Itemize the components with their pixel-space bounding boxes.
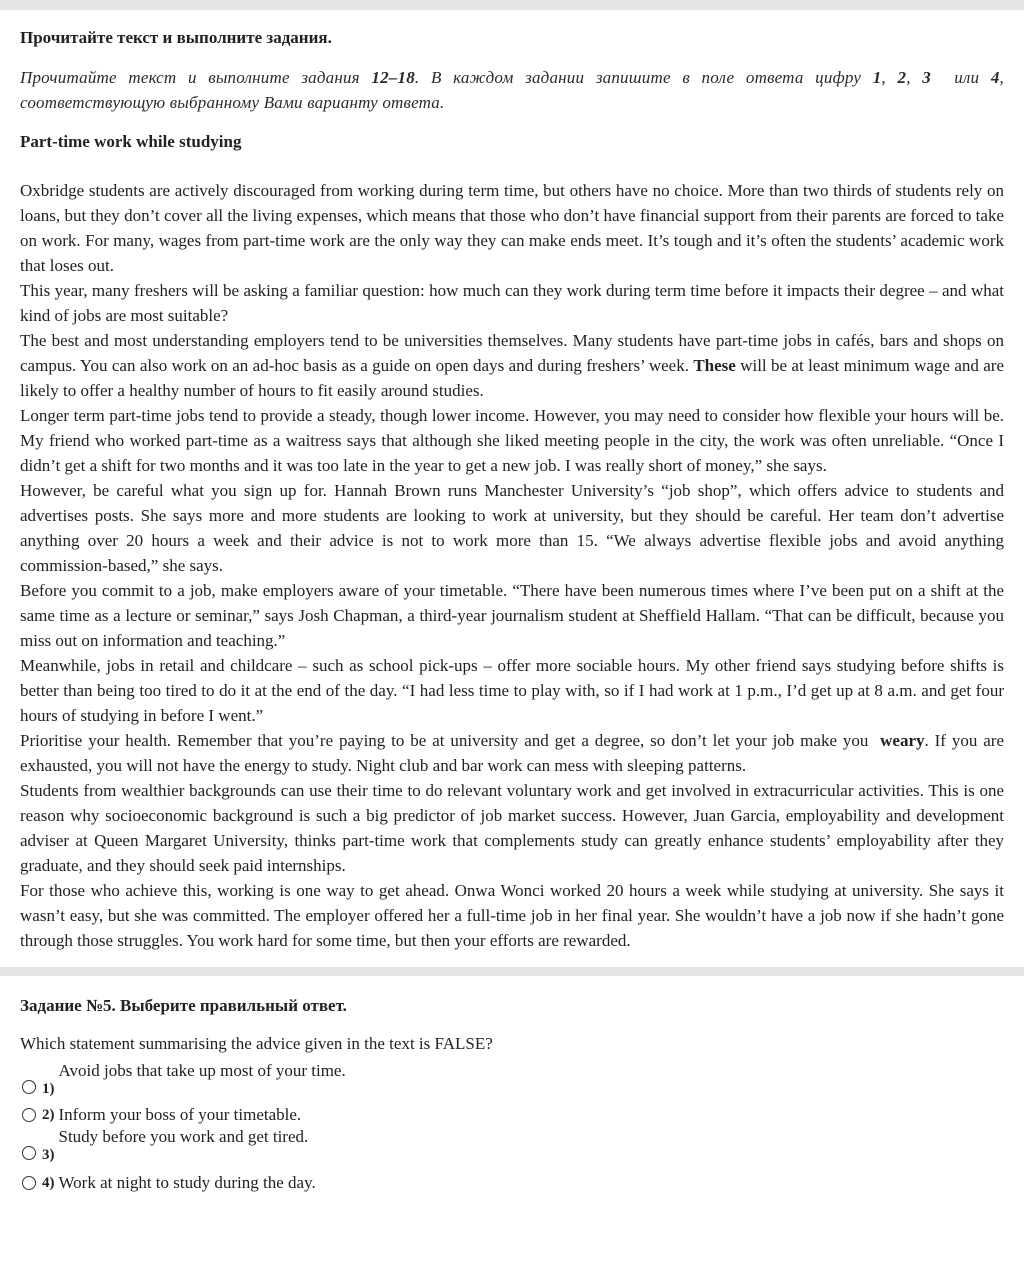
answer-options bbox=[20, 1060, 1004, 1194]
instruction-part: Прочитайте текст и выполните задания bbox=[20, 68, 372, 87]
paragraph-text: Prioritise your health. Remember that you’re paying to be at university and get a degree, so don’t let your job make you bbox=[20, 731, 881, 750]
digit-4: 4 bbox=[990, 68, 1000, 87]
instruction-part: , bbox=[906, 68, 923, 87]
option-label: Work at night to study during the day. bbox=[58, 1173, 316, 1192]
article-title: Part-time work while studying bbox=[20, 132, 242, 151]
article-paragraph bbox=[20, 328, 1004, 403]
option-number: 4) bbox=[42, 1175, 55, 1191]
section-heading: Прочитайте текст и выполните задания. bbox=[20, 28, 332, 47]
option-label: Avoid jobs that take up most of your time. bbox=[58, 1061, 346, 1080]
article-paragraph: Before you commit to a job, make employers aware of your timetable. “There have been numerous times where I’ve been put on a shift at the same time as a lecture or seminar,” says Josh Chapman, a third-year journalism student at Sheffield Hallam. “That can be difficult, because you miss out on information and teaching.” bbox=[20, 581, 1004, 650]
option-label: Study before you work and get tired. bbox=[58, 1127, 309, 1146]
instruction-text bbox=[20, 65, 1004, 115]
top-divider bbox=[0, 0, 1024, 10]
instruction-part: , bbox=[881, 68, 898, 87]
option-number: 1) bbox=[42, 1081, 55, 1097]
digit-3: 3 bbox=[922, 68, 931, 87]
paragraph-text: . If you are exhausted, you will not have the energy to study. Night club and bar work can mess with sleeping patterns. bbox=[20, 731, 1004, 775]
instruction-part: или bbox=[930, 68, 991, 87]
article-paragraph: Meanwhile, jobs in retail and childcare – such as school pick-ups – offer more sociable hours. My other friend says studying before shifts is better than being too tired to do it at the end of the day. “I had less time to play with, so if I had work at 1 p.m., I’d get up at 8 a.m. and get four hours of studying in before I went.” bbox=[20, 656, 1004, 725]
article-paragraph: This year, many freshers will be asking a familiar question: how much can they work during term time before it impacts their degree – and what kind of jobs are most suitable? bbox=[20, 281, 1004, 325]
paragraph-text: will be at least minimum wage and are likely to offer a healthy number of hours to fit easily around studies. bbox=[20, 356, 1004, 400]
radio-button[interactable] bbox=[22, 1146, 36, 1160]
instruction-part: . В каждом задании запишите в поле ответа цифру bbox=[414, 68, 873, 87]
answer-option-4[interactable] bbox=[20, 1168, 1004, 1194]
highlighted-word: weary bbox=[880, 731, 925, 750]
answer-option-2[interactable] bbox=[20, 1100, 1004, 1126]
question-text: Which statement summarising the advice given in the text is FALSE? bbox=[20, 1034, 493, 1053]
radio-button[interactable] bbox=[22, 1176, 36, 1190]
option-number: 3) bbox=[42, 1147, 55, 1163]
article-paragraph: For those who achieve this, working is one way to get ahead. Onwa Wonci worked 20 hours a week while studying at university. She says it wasn’t easy, but she was committed. The employer offered her a full-time job in her final year. She wouldn’t have a job now if she hadn’t gone through those struggles. You work hard for some time, but then your efforts are rewarded. bbox=[20, 881, 1004, 950]
article-paragraph: However, be careful what you sign up for. Hannah Brown runs Manchester University’s “job shop”, which offers advice to students and advertises posts. She says more and more students are looking to work at university, but they should be careful. Her team don’t advertise anything over 20 hours a week and their advice is not to work more than 15. “We always advertise flexible jobs and avoid anything commission-based,” she says. bbox=[20, 481, 1004, 575]
section-divider bbox=[0, 967, 1024, 976]
digit-1: 1 bbox=[872, 68, 882, 87]
answer-option-3[interactable] bbox=[20, 1126, 1004, 1164]
reading-section bbox=[0, 10, 1024, 967]
task-section bbox=[0, 976, 1024, 1194]
task-title: Задание №5. Выберите правильный ответ. bbox=[20, 996, 347, 1015]
radio-button[interactable] bbox=[22, 1080, 36, 1094]
answer-option-1[interactable] bbox=[20, 1060, 1004, 1098]
article-paragraph: Students from wealthier backgrounds can use their time to do relevant voluntary work and get involved in extracurricular activities. This is one reason why socioeconomic background is such a big predictor of job market success. However, Juan Garcia, employability and development adviser at Queen Margaret University, thinks part-time work that complements study can greatly enhance students’ employability after they graduate, and they should seek paid internships. bbox=[20, 781, 1004, 875]
task-range: 12–18 bbox=[371, 68, 415, 87]
paragraph-text: The best and most understanding employers tend to be universities themselves. Many students have part-time jobs in cafés, bars and shops on campus. You can also work on an ad-hoc basis as a guide on open days and during freshers’ week. bbox=[20, 331, 1004, 375]
option-label: Inform your boss of your timetable. bbox=[58, 1105, 302, 1124]
radio-button[interactable] bbox=[22, 1108, 36, 1122]
option-number: 2) bbox=[42, 1107, 55, 1123]
highlighted-word: These bbox=[693, 356, 736, 375]
digit-2: 2 bbox=[897, 68, 907, 87]
instruction-part: , соответствующую выбранному Вами варианту ответа. bbox=[20, 68, 1004, 112]
article-paragraph: Longer term part-time jobs tend to provide a steady, though lower income. However, you may need to consider how flexible your hours will be. My friend who worked part-time as a waitress says that although she liked meeting people in the city, the work was often unreliable. “Once I didn’t get a shift for two months and it was too late in the year to get a new job. I was really short of money,” she says. bbox=[20, 406, 1004, 475]
article-paragraph bbox=[20, 728, 1004, 778]
article-body bbox=[20, 178, 1004, 953]
article-paragraph: Oxbridge students are actively discouraged from working during term time, but others have no choice. More than two thirds of students rely on loans, but they don’t cover all the living expenses, which means that those who don’t have financial support from their parents are forced to take on work. For many, wages from part-time work are the only way they can make ends meet. It’s tough and it’s often the students’ academic work that loses out. bbox=[20, 181, 1004, 275]
